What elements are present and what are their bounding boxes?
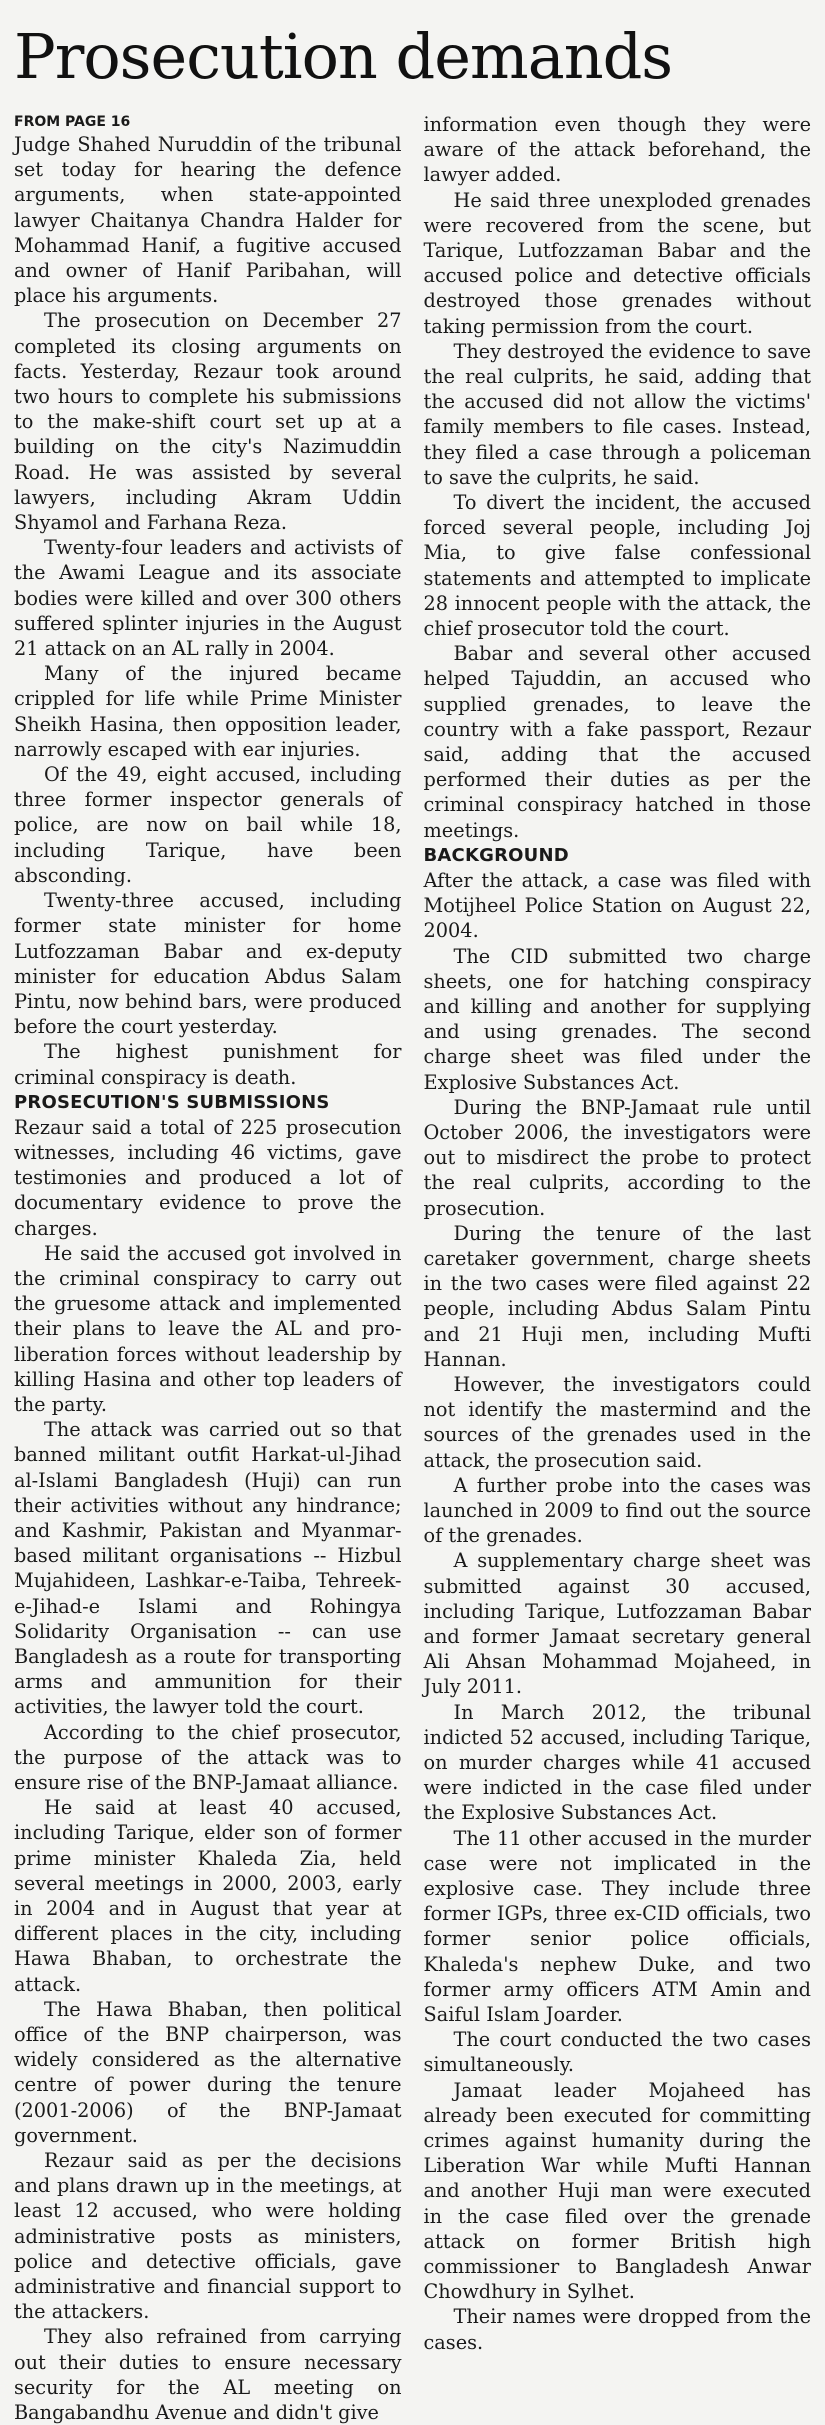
paragraph: To divert the incident, the accused forced several people, including Joj Mia, to give false confessional statements and attempted to implicate 28 innocent people with the attack, the chief prosecutor told the court. [423,491,811,641]
subheading-prosecution-submissions: PROSECUTION'S SUBMISSIONS [14,1091,330,1113]
paragraph: Their names were dropped from the cases. [423,2305,811,2354]
paragraph: Babar and several other accused helped Tajuddin, an accused who supplied grenades, to leave the country with a fake passport, Rezaur said, adding that the accused performed their duties as per the criminal conspiracy hatched in those meetings. [423,642,811,842]
paragraph: The attack was carried out so that banned militant outfit Harkat-ul-Jihad al-Islami Bangladesh (Huji) can run their activities without any hindrance; and Kashmir, Pakistan and Myanmar-based militant organisations -- Hizbul Mujahideen, Lashkar-e-Taiba, Tehreek-e-Jihad-e Islami and Rohingya Solidarity Organisation -- can use Bangladesh as a route for transporting arms and ammunition for their activities, the lawyer told the court. [14,1418,402,1719]
paragraph: After the attack, a case was filed with Motijheel Police Station on August 22, 2004. [423,868,811,943]
paragraph: However, the investigators could not identify the mastermind and the sources of the grenades used in the attack, the prosecution said. [423,1372,811,1472]
paragraph: They also refrained from carrying out their duties to ensure necessary security for the AL meeting on Bangabandhu Avenue and didn't give [14,2325,402,2425]
paragraph: A supplementary charge sheet was submitted against 30 accused, including Tarique, Lutfozzaman Babar and former Jamaat secretary general Ali Ahsan Mohammad Mojaheed, in July 2011. [423,1549,811,1699]
paragraph: According to the chief prosecutor, the purpose of the attack was to ensure rise of the BNP-Jamaat alliance. [14,1720,402,1794]
paragraph: Twenty-three accused, including former state minister for home Lutfozzaman Babar and ex-deputy minister for education Abdus Salam Pintu, now behind bars, were produced before the court yesterday. [14,889,402,1039]
paragraph: He said the accused got involved in the criminal conspiracy to carry out the gruesome attack and implemented their plans to leave the AL and pro-liberation forces without leadership by killing Hasina and other top leaders of the party. [14,1241,402,1416]
column-left [14,112,402,2425]
paragraph: Twenty-four leaders and activists of the Awami League and its associate bodies were killed and over 300 others suffered splinter injuries in the August 21 attack on an AL rally in 2004. [14,536,402,661]
paragraph: Rezaur said as per the decisions and plans drawn up in the meetings, at least 12 accused, who were holding administrative posts as ministers, police and detective officials, gave administrative and financial support to the attackers. [14,2149,402,2324]
column-right [424,112,812,2425]
paragraph: He said at least 40 accused, including Tarique, elder son of former prime minister Khaleda Zia, held several meetings in 2000, 2003, early in 2004 and in August that year at different places in the city, including Hawa Bhaban, to orchestrate the attack. [14,1796,402,1996]
paragraph: Rezaur said a total of 225 prosecution witnesses, including 46 victims, gave testimonies and produced a lot of documentary evidence to prove the charges. [14,1115,402,1240]
subheading-background: BACKGROUND [423,844,569,866]
paragraph: The court conducted the two cases simultaneously. [423,2028,811,2077]
paragraph: Jamaat leader Mojaheed has already been executed for committing crimes against humanity during the Liberation War while Mufti Hannan and another Huji man were executed in the case filed over the grenade attack on former British high commissioner to Bangladesh Anwar Chowdhury in Sylhet. [423,2078,811,2304]
paragraph: Of the 49, eight accused, including three former inspector generals of police, are now on bail while 18, including Tarique, have been absconding. [14,763,402,887]
paragraph: The CID submitted two charge sheets, one for hatching conspiracy and killing and another for supplying and using grenades. The second charge sheet was filed under the Explosive Substances Act. [423,944,811,1094]
headline: Prosecution demands [14,20,673,93]
newspaper-page [0,20,825,2425]
paragraph: They destroyed the evidence to save the real culprits, he said, adding that the accused did not allow the victims' family members to file cases. Instead, they filed a case through a policeman to save the culprits, he said. [423,339,811,489]
paragraph: During the BNP-Jamaat rule until October 2006, the investigators were out to misdirect the probe to protect the real culprits, according to the prosecution. [423,1095,811,1220]
paragraph: The highest punishment for criminal conspiracy is death. [14,1040,402,1089]
paragraph: During the tenure of the last caretaker government, charge sheets in the two cases were filed against 22 people, including Abdus Salam Pintu and 21 Huji men, including Mufti Hannan. [423,1221,811,1371]
paragraph: He said three unexploded grenades were recovered from the scene, but Tarique, Lutfozzaman Babar and the accused police and detective officials destroyed those grenades without taking permission from the court. [423,188,811,338]
paragraph: The prosecution on December 27 completed its closing arguments on facts. Yesterday, Rezaur took around two hours to complete his submissions to the make-shift court set up at a building on the city's Nazimuddin Road. He was assisted by several lawyers, including Akram Uddin Shyamol and Farhana Reza. [14,309,402,535]
paragraph: The Hawa Bhaban, then political office of the BNP chairperson, was widely considered as the alternative centre of power during the tenure (2001-2006) of the BNP-Jamaat government. [14,1997,402,2147]
paragraph: The 11 other accused in the murder case were not implicated in the explosive case. They include three former IGPs, three ex-CID officials, two former senior police officials, Khaleda's nephew Duke, and two former army officers ATM Amin and Saiful Islam Joarder. [423,1826,811,2027]
article-columns [14,112,811,2425]
paragraph: Judge Shahed Nuruddin of the tribunal set today for hearing the defence arguments, when state-appointed lawyer Chaitanya Chandra Halder for Mohammad Hanif, a fugitive accused and owner of Hanif Paribahan, will place his arguments. [14,133,402,308]
paragraph: Many of the injured became crippled for life while Prime Minister Sheikh Hasina, then opposition leader, narrowly escaped with ear injuries. [14,662,402,761]
paragraph: information even though they were aware of the attack beforehand, the lawyer added. [423,113,811,187]
paragraph: In March 2012, the tribunal indicted 52 accused, including Tarique, on murder charges while 41 accused were indicted in the case filed under the Explosive Substances Act. [423,1700,811,1825]
continuation-kicker: FROM PAGE 16 [14,114,131,130]
paragraph: A further probe into the cases was launched in 2009 to find out the source of the grenades. [423,1473,811,1548]
